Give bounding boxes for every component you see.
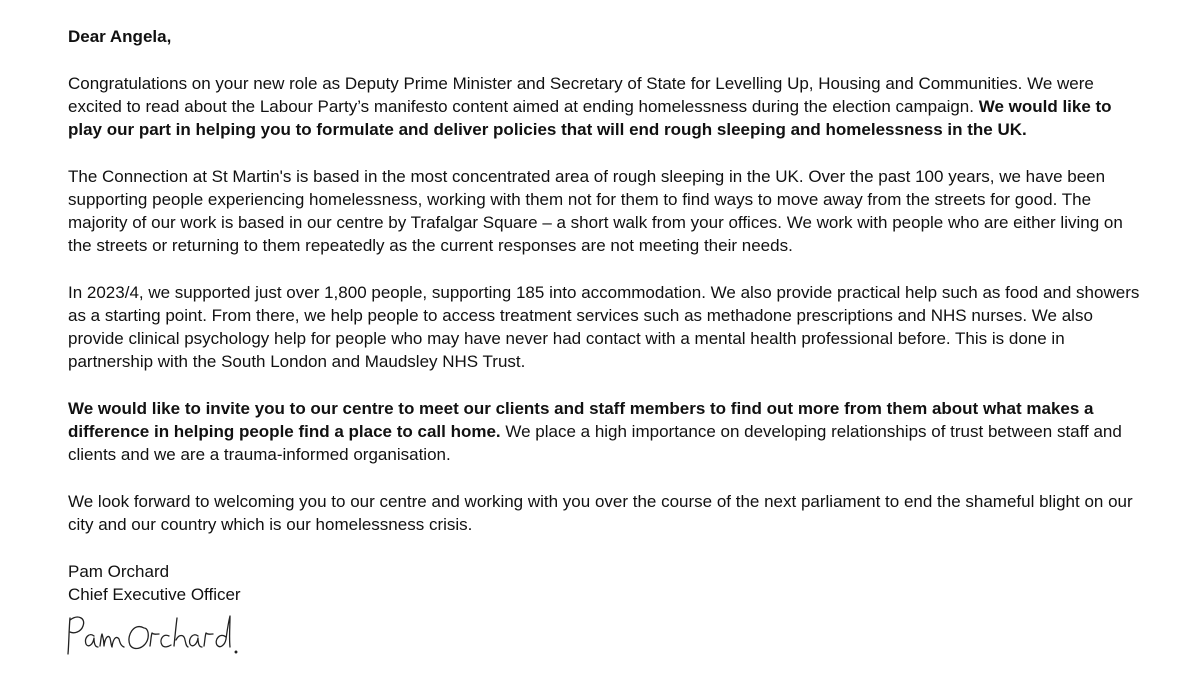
letter-greeting: Dear Angela, — [68, 27, 172, 46]
paragraph-statistics: In 2023/4, we supported just over 1,800 people, supporting 185 into accommodation. We also provide practical help such as food and showers as a starting point. From there, we help people to access treatment services such as methadone prescriptions and NHS nurses. We also provide clinical psychology help for people who may have never had contact with a mental health professional before. This is done in partnership with the South London and Maudsley NHS Trust. — [68, 282, 1140, 372]
signoff-name: Pam Orchard — [68, 561, 170, 581]
signoff-title: Chief Executive Officer — [68, 585, 241, 604]
paragraph-congratulations-bold: We would like to play our part in helping you to formulate and deliver policies that will end rough sleeping and homelessness in the UK. — [68, 96, 1112, 139]
letter-body — [68, 25, 1148, 606]
paragraph-congratulations-text: Congratulations on your new role as Deputy Prime Minister and Secretary of State for Levelling Up, Housing and Communities. We were excited to read about the Labour Party’s manifesto content aimed at ending homelessness during the election campaign. — [68, 73, 1094, 116]
paragraph-invitation-bold: We would like to invite you to our centre to meet our clients and staff members to find out more from them about what makes a difference in helping people find a place to call home. — [68, 399, 1094, 442]
handwritten-signature — [64, 612, 264, 660]
paragraph-congratulations — [68, 72, 1148, 142]
paragraph-invitation-text: We place a high importance on developing relationships of trust between staff and clients and we are a trauma-informed organisation. — [68, 422, 1122, 465]
paragraph-closing: We look forward to welcoming you to our centre and working with you over the course of the next parliament to end the shameful blight on our city and our country which is our homelessness crisis. — [68, 492, 1133, 535]
signoff-block — [68, 560, 1148, 606]
paragraph-invitation — [68, 397, 1148, 467]
paragraph-about-connection: The Connection at St Martin's is based in the most concentrated area of rough sleeping in the UK. Over the past 100 years, we have been supporting people experiencing homelessness, working with them not for them to find ways to move away from the streets for good. The majority of our work is based in our centre by Trafalgar Square – a short walk from your offices. We work with people who are either living on the streets or returning to them repeatedly as the current responses are not meeting their needs. — [68, 166, 1123, 256]
